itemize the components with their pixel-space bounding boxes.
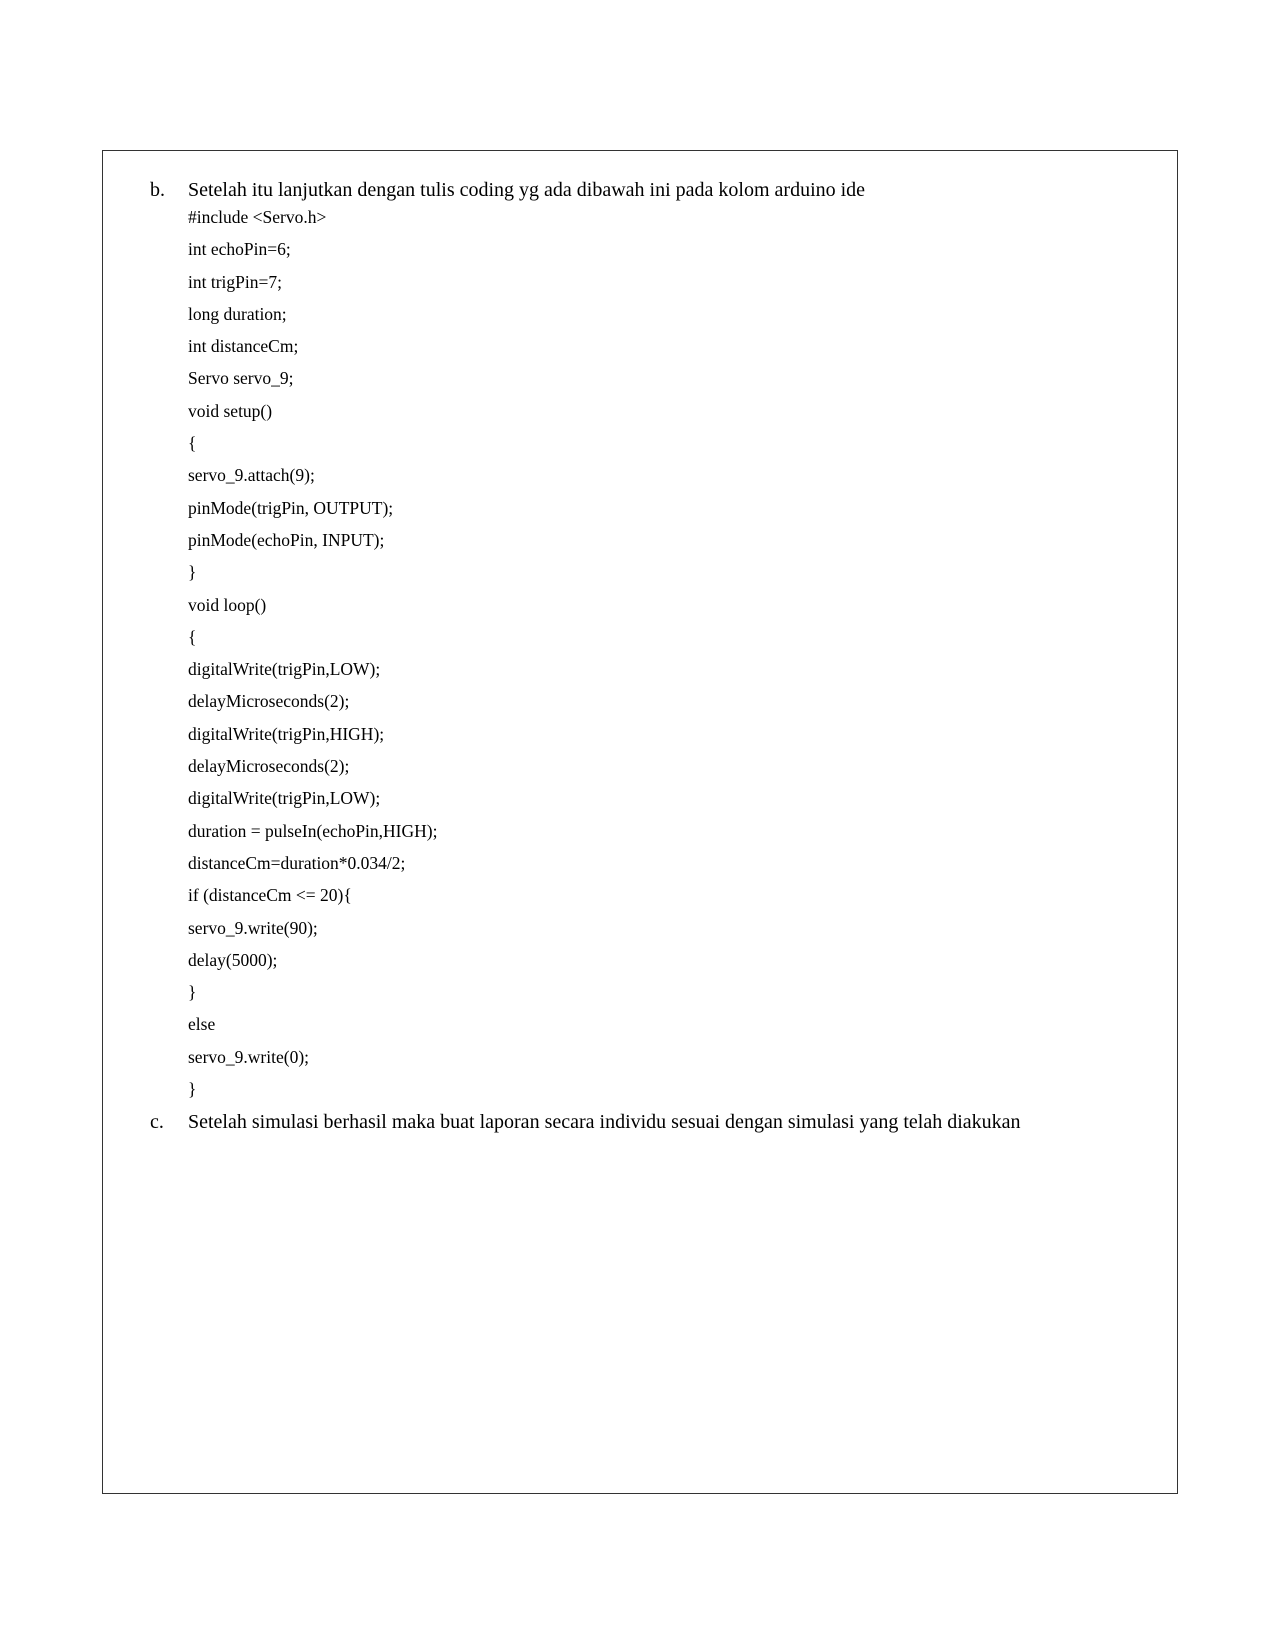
code-line: delayMicroseconds(2);	[188, 756, 350, 777]
code-line: if (distanceCm <= 20){	[188, 885, 352, 906]
code-line: pinMode(echoPin, INPUT);	[188, 529, 385, 550]
code-line: }	[188, 982, 197, 1003]
code-line: delayMicroseconds(2);	[188, 691, 350, 712]
code-line: digitalWrite(trigPin,LOW);	[188, 659, 381, 680]
code-line: void loop()	[188, 594, 267, 615]
code-line: Servo servo_9;	[188, 368, 294, 389]
code-line: digitalWrite(trigPin,HIGH);	[188, 723, 385, 744]
code-line: digitalWrite(trigPin,LOW);	[188, 788, 381, 809]
code-line: else	[188, 1014, 216, 1035]
code-line: {	[188, 626, 197, 647]
code-line: servo_9.write(0);	[188, 1046, 310, 1067]
code-line: void setup()	[188, 400, 273, 421]
instruction-text-b: Setelah itu lanjutkan dengan tulis coding yg ada dibawah ini pada kolom arduino ide	[188, 179, 866, 201]
code-line: int distanceCm;	[188, 336, 299, 357]
code-line: }	[188, 562, 197, 583]
code-listing	[188, 205, 437, 1109]
code-line: {	[188, 433, 197, 454]
code-line: }	[188, 1079, 197, 1100]
code-line: delay(5000);	[188, 949, 278, 970]
code-line: int echoPin=6;	[188, 239, 291, 260]
code-line: #include <Servo.h>	[188, 207, 327, 227]
instruction-text-c: Setelah simulasi berhasil maka buat laporan secara individu sesuai dengan simulasi yang telah diakukan	[188, 1111, 1021, 1133]
code-line: int trigPin=7;	[188, 271, 282, 292]
list-marker-c: c.	[150, 1111, 164, 1133]
code-line: long duration;	[188, 303, 287, 324]
code-line: duration = pulseIn(echoPin,HIGH);	[188, 820, 438, 841]
code-line: servo_9.write(90);	[188, 917, 318, 938]
code-line: servo_9.attach(9);	[188, 465, 315, 486]
code-line: distanceCm=duration*0.034/2;	[188, 852, 406, 873]
list-marker-b: b.	[150, 179, 165, 201]
code-line: pinMode(trigPin, OUTPUT);	[188, 497, 394, 518]
